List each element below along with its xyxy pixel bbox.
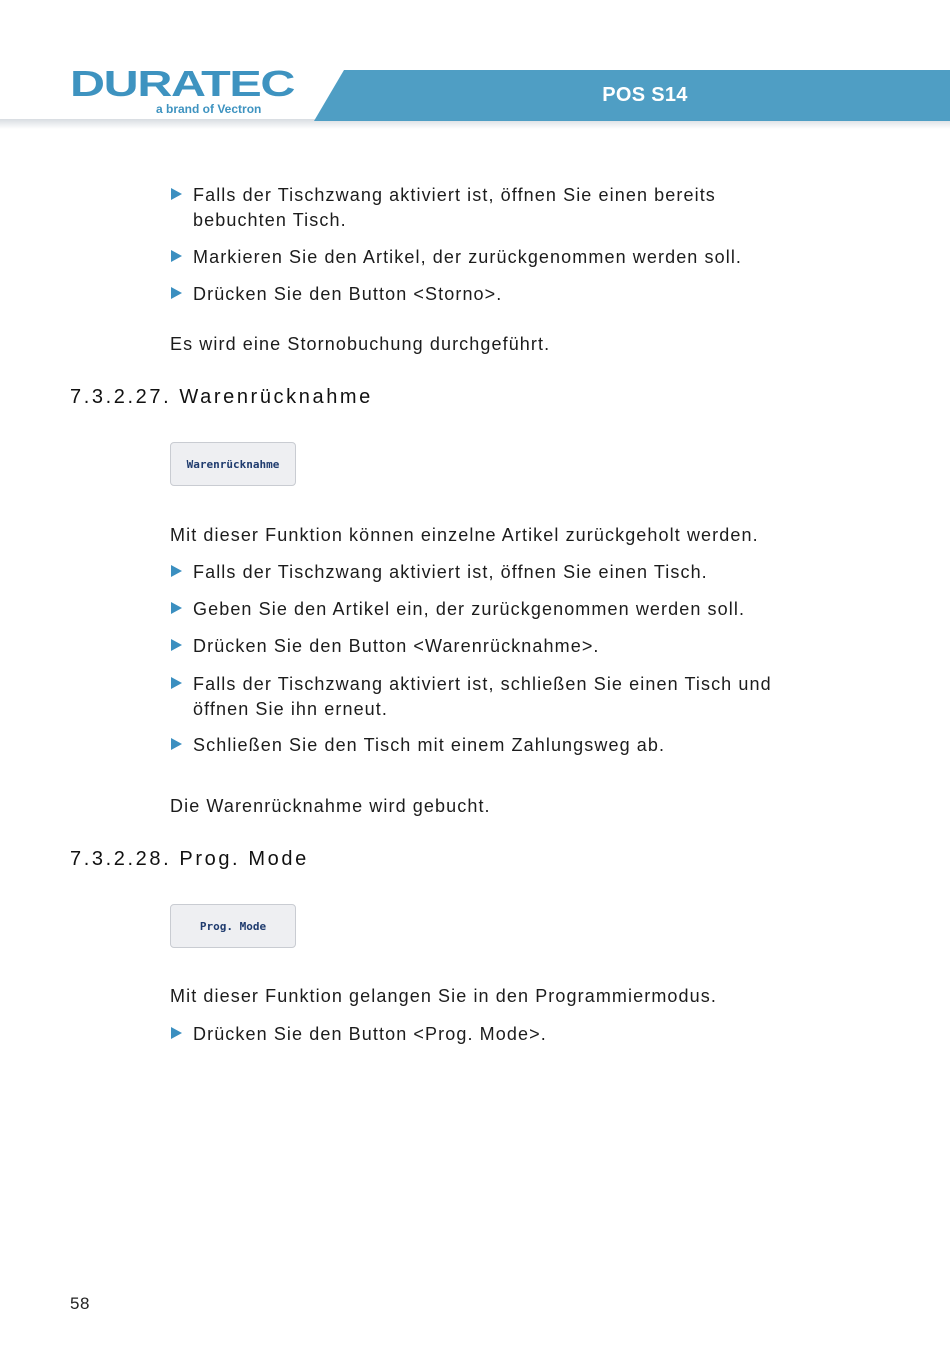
list-item-text: Geben Sie den Artikel ein, der zurückgenommen werden soll.: [193, 599, 746, 619]
product-title: POS S14: [602, 84, 688, 106]
result-text: Die Warenrücknahme wird gebucht.: [170, 796, 491, 816]
section-heading: 7.3.2.27. Warenrücknahme: [70, 386, 373, 408]
section-description: Mit dieser Funktion können einzelne Artikel zurückgeholt werden.: [170, 525, 759, 545]
list-item: [170, 597, 810, 622]
list-item: [170, 560, 810, 585]
triangle-right-icon: [171, 287, 182, 299]
logo-tagline: a brand of Vectron: [156, 102, 262, 116]
triangle-right-icon: [171, 188, 182, 200]
triangle-right-icon: [171, 250, 182, 262]
duratec-logo: [70, 66, 298, 100]
triangle-right-icon: [171, 738, 182, 750]
triangle-right-icon: [171, 677, 182, 689]
list-item: [170, 634, 810, 659]
list-item: [170, 1022, 810, 1047]
triangle-right-icon: [171, 1027, 182, 1039]
page-header: [0, 0, 950, 130]
section-description: Mit dieser Funktion gelangen Sie in den Programmiermodus.: [170, 986, 717, 1006]
page-number: 58: [70, 1294, 90, 1313]
result-text: Es wird eine Stornobuchung durchgeführt.: [170, 334, 551, 354]
list-item-text: Drücken Sie den Button <Storno>.: [193, 284, 503, 304]
logo-wordmark: DURATEC: [70, 66, 296, 100]
list-item-text: Markieren Sie den Artikel, der zurückgenommen werden soll.: [193, 247, 743, 267]
triangle-right-icon: [171, 602, 182, 614]
prog-mode-button[interactable]: Prog. Mode: [170, 904, 296, 948]
list-item: [170, 733, 810, 758]
list-item: [170, 672, 810, 721]
list-item: [170, 282, 810, 307]
list-item: [170, 183, 810, 232]
section-heading: 7.3.2.28. Prog. Mode: [70, 848, 309, 870]
triangle-right-icon: [171, 639, 182, 651]
list-item-text: Drücken Sie den Button <Warenrücknahme>.: [193, 636, 600, 656]
warenruecknahme-button[interactable]: Warenrücknahme: [170, 442, 296, 486]
list-item-text: Drücken Sie den Button <Prog. Mode>.: [193, 1024, 547, 1044]
list-item-text: Falls der Tischzwang aktiviert ist, schließen Sie einen Tisch und öffnen Sie ihn erneut.: [193, 674, 772, 719]
triangle-right-icon: [171, 565, 182, 577]
list-item-text: Schließen Sie den Tisch mit einem Zahlungsweg ab.: [193, 735, 666, 755]
list-item: [170, 245, 810, 270]
list-item-text: Falls der Tischzwang aktiviert ist, öffnen Sie einen Tisch.: [193, 562, 708, 582]
list-item-text: Falls der Tischzwang aktiviert ist, öffnen Sie einen bereits bebuchten Tisch.: [193, 185, 716, 230]
